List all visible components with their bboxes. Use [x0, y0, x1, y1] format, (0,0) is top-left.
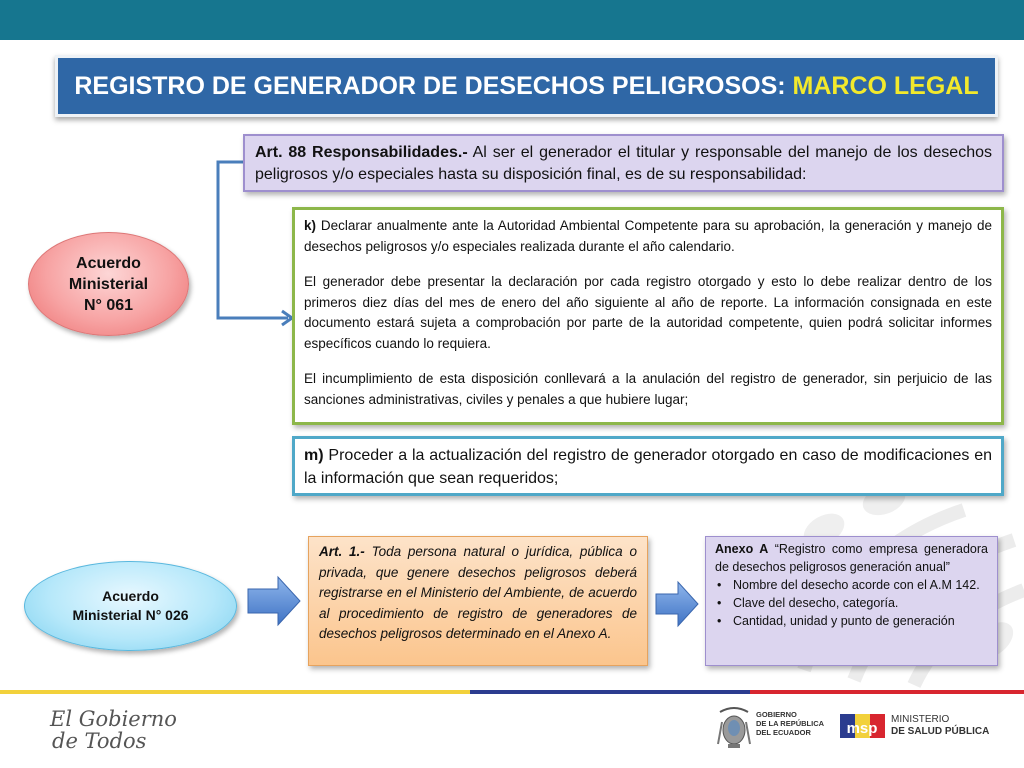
literal-k-letter: k): [304, 218, 317, 233]
literal-m-box: [292, 436, 1004, 496]
gobierno-line2: de Todos: [52, 729, 147, 753]
msp-logo-icon: [840, 706, 886, 746]
literal-m-text: Proceder a la actualización del registro de generador otorgado en caso de modificaciones en la información que sean requeridos;: [304, 447, 992, 487]
msp-line2: DE SALUD PÚBLICA: [891, 726, 990, 737]
literal-k-p2: El generador debe presentar la declaración por cada registro otorgado y esto lo debe realizar dentro de los primeros diez días del mes de enero del año siguiente al año de reporte. La información consignada en este documento estará sujeta a comprobación por parte de la autoridad competente, quien podrá solicitar informes específicos cuando lo requiera.: [304, 274, 992, 351]
svg-text:msp: msp: [846, 720, 878, 737]
footer-divider: [0, 690, 1024, 694]
art88-heading: Art. 88 Responsabilidades.-: [255, 144, 468, 161]
ecuador-line3: DEL ECUADOR: [756, 728, 811, 737]
anexo-a-text: “Registro como empresa generadora de desechos peligrosos generación anual”: [715, 542, 988, 574]
acuerdo-026-line1: Acuerdo: [102, 588, 159, 604]
art1-box: [308, 536, 648, 666]
msp-line1: MINISTERIO: [891, 714, 950, 725]
art88-text: Al ser el generador el titular y responsable del manejo de los desechos peligrosos y/o especiales hasta su disposición final, es de su responsabilidad:: [255, 144, 993, 183]
right-arrow-icon: [654, 580, 700, 628]
page-title-highlight: MARCO LEGAL: [792, 71, 979, 100]
gobierno-ecuador-logo: [716, 704, 831, 750]
anexo-a-box: [705, 536, 998, 666]
ministerio-salud-logo: [840, 704, 1020, 750]
ecuador-coat-of-arms-icon: [716, 704, 752, 750]
art88-box: [243, 134, 1004, 192]
literal-k-p1: Declarar anualmente ante la Autoridad Ambiental Competente para su aprobación, la generación y manejo de desechos peligrosos y/o especiales realizada durante el año calendario.: [304, 218, 992, 254]
anexo-a-item: • Clave del desecho, categoría.: [715, 594, 988, 612]
literal-m-letter: m): [304, 447, 324, 464]
ecuador-line2: DE LA REPÚBLICA: [756, 719, 825, 728]
literal-k-p3: El incumplimiento de esta disposición conllevará a la anulación del registro de generador, sin perjuicio de las sanciones administrativas, civiles y penales a que hubiere lugar;: [304, 371, 992, 407]
ecuador-line1: GOBIERNO: [756, 710, 797, 719]
page-title: [55, 55, 998, 117]
art1-text: Toda persona natural o jurídica, pública o privada, que genere desechos peligrosos deberá registrarse en el Ministerio del Ambiente, de acuerdo al procedimiento de registro de generadores de desechos peligrosos determinado en el Anexo A.: [319, 544, 637, 641]
right-arrow-icon: [246, 575, 302, 627]
anexo-a-heading: Anexo A: [715, 542, 769, 556]
acuerdo-026-line2: Ministerial N° 026: [72, 607, 189, 623]
acuerdo-026-badge: [24, 561, 237, 651]
page-title-main: REGISTRO DE GENERADOR DE DESECHOS PELIGROSOS:: [74, 71, 786, 100]
anexo-a-list: [715, 576, 988, 630]
acuerdo-061-line3: N° 061: [83, 296, 134, 314]
acuerdo-061-badge: [28, 232, 189, 336]
gobierno-de-todos-logo: [50, 708, 190, 758]
art1-heading: Art. 1.-: [319, 544, 365, 559]
acuerdo-061-line2: Ministerial: [68, 275, 149, 293]
acuerdo-061-line1: Acuerdo: [76, 254, 141, 272]
top-bar: [0, 0, 1024, 40]
gobierno-line1: El Gobierno: [50, 707, 177, 731]
anexo-a-item: • Nombre del desecho acorde con el A.M 142.: [715, 576, 988, 594]
anexo-a-item: • Cantidad, unidad y punto de generación: [715, 612, 988, 630]
literal-k-box: [292, 207, 1004, 425]
